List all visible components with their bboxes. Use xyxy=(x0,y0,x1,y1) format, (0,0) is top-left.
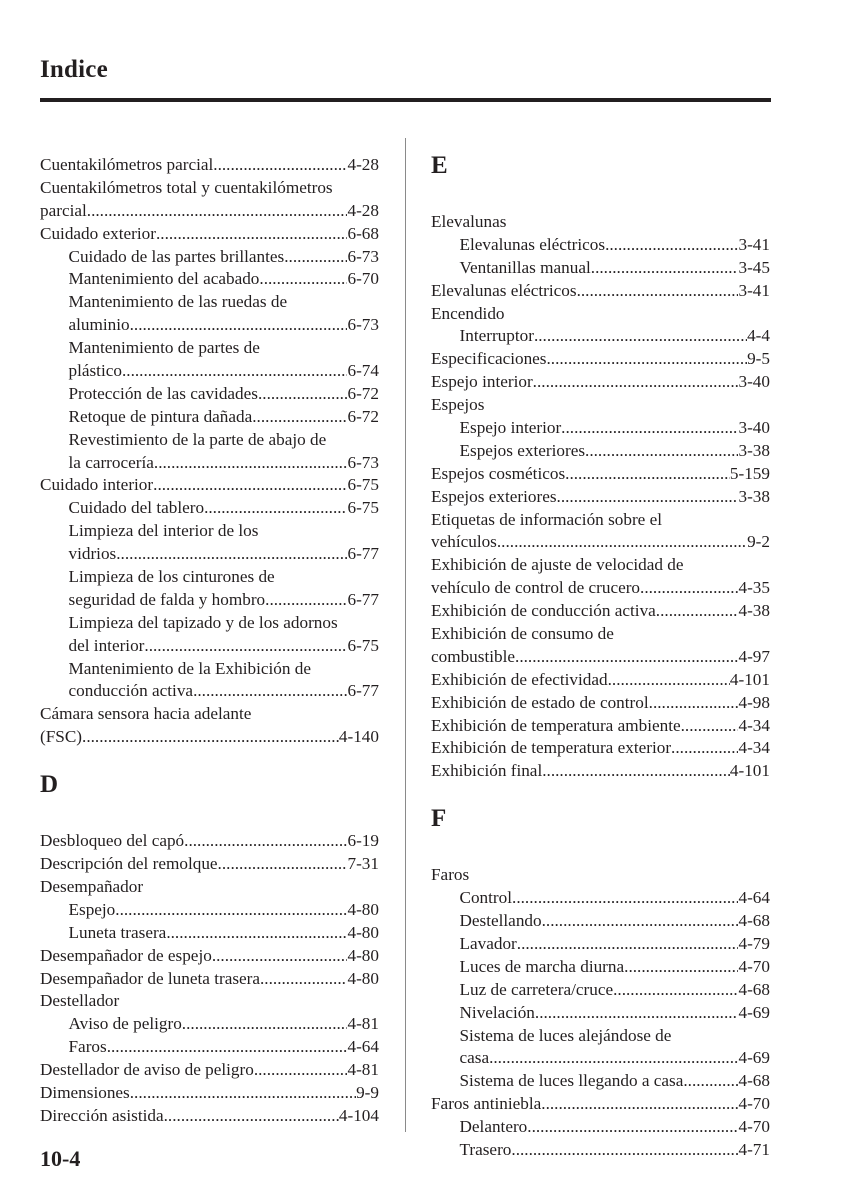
index-entry-text xyxy=(40,566,379,589)
section-gap xyxy=(431,783,770,807)
dot-leader xyxy=(258,383,348,406)
entry-label: Sistema de luces alejándose de xyxy=(459,1025,672,1045)
dot-leader xyxy=(534,325,747,348)
entry-label: Elevalunas eléctricos xyxy=(459,234,606,254)
entry-label: Luz de carretera/cruce xyxy=(459,979,614,999)
index-entry xyxy=(40,1013,379,1036)
entry-label: Exhibición final xyxy=(431,761,543,781)
entry-label: Exhibición de estado de control xyxy=(431,692,649,712)
dot-leader xyxy=(561,417,738,440)
page-number: 10-4 xyxy=(40,1146,81,1171)
index-entry-text xyxy=(431,509,770,532)
index-entry-text xyxy=(431,1025,770,1048)
dot-leader xyxy=(260,968,347,991)
entry-label: Espejos cosméticos xyxy=(431,463,566,483)
entry-page-ref: 4-69 xyxy=(738,1048,770,1068)
dot-leader xyxy=(565,463,730,486)
entry-label: Cámara sensora hacia adelante xyxy=(40,704,252,724)
index-entry xyxy=(40,452,379,475)
index-entry xyxy=(431,600,770,623)
entry-label: Elevalunas eléctricos xyxy=(431,280,577,300)
entry-page-ref: 6-72 xyxy=(347,406,379,426)
index-entry-text xyxy=(40,291,379,314)
index-entry xyxy=(431,979,770,1002)
index-entry xyxy=(431,669,770,692)
entry-page-ref: 6-72 xyxy=(347,383,379,403)
dot-leader xyxy=(527,1116,738,1139)
entry-label: Trasero xyxy=(459,1139,512,1159)
entry-label: Nivelación xyxy=(459,1002,535,1022)
entry-label: Revestimiento de la parte de abajo de xyxy=(68,429,327,449)
entry-label: Espejos exteriores xyxy=(459,440,586,460)
dot-leader xyxy=(649,692,739,715)
entry-label: Mantenimiento de partes de xyxy=(68,338,260,358)
dot-leader xyxy=(116,543,347,566)
dot-leader xyxy=(541,1093,738,1116)
index-entry xyxy=(40,922,379,945)
dot-leader xyxy=(213,154,347,177)
index-entry-text xyxy=(431,864,770,887)
index-entry xyxy=(431,280,770,303)
entry-label: Sistema de luces llegando a casa xyxy=(459,1071,684,1091)
index-entry-text xyxy=(40,520,379,543)
entry-label: Etiquetas de información sobre el xyxy=(431,509,662,529)
dot-leader xyxy=(585,440,738,463)
entry-label: Exhibición de ajuste de velocidad de xyxy=(431,555,684,575)
entry-label: Espejo interior xyxy=(431,372,533,392)
index-entry xyxy=(431,737,770,760)
entry-page-ref: 4-80 xyxy=(347,922,379,942)
entry-label: Exhibición de temperatura ambiente xyxy=(431,715,681,735)
index-entry xyxy=(40,543,379,566)
index-entry-text xyxy=(40,429,379,452)
dot-leader xyxy=(605,234,738,257)
dot-leader xyxy=(259,268,347,291)
title-rule xyxy=(40,98,771,102)
index-entry xyxy=(431,531,770,554)
dot-leader xyxy=(204,497,347,520)
index-entry xyxy=(40,1036,379,1059)
page-title: Indice xyxy=(40,56,108,83)
index-entry xyxy=(40,1105,379,1128)
entry-page-ref: 9-5 xyxy=(747,349,770,369)
index-entry xyxy=(431,1002,770,1025)
dot-leader xyxy=(212,945,348,968)
index-entry xyxy=(40,680,379,703)
index-entry xyxy=(40,314,379,337)
entry-label: Espejo xyxy=(68,899,116,919)
entry-label: Faros antiniebla xyxy=(431,1094,542,1114)
entry-label: Lavador xyxy=(459,933,517,953)
entry-label: la carrocería xyxy=(68,452,154,472)
dot-leader xyxy=(535,1002,739,1025)
index-entry xyxy=(40,383,379,406)
entry-page-ref: 4-140 xyxy=(338,727,379,747)
entry-page-ref: 3-41 xyxy=(738,280,770,300)
index-entry xyxy=(431,257,770,280)
index-entry xyxy=(431,325,770,348)
entry-label: Ventanillas manual xyxy=(459,257,591,277)
entry-label: Cuentakilómetros total y cuentakilómetros xyxy=(40,177,333,197)
entry-label: vehículo de control de crucero xyxy=(431,578,641,598)
index-entry-text xyxy=(431,303,770,326)
entry-label: Limpieza de los cinturones de xyxy=(68,567,275,587)
dot-leader xyxy=(166,922,347,945)
index-entry xyxy=(40,154,379,177)
section-letter: D xyxy=(40,771,59,799)
entry-page-ref: 9-2 xyxy=(747,532,770,552)
entry-label: Destellando xyxy=(459,911,542,931)
dot-leader xyxy=(608,669,730,692)
index-entry xyxy=(431,1047,770,1070)
index-entry xyxy=(431,463,770,486)
index-entry xyxy=(431,486,770,509)
dot-leader xyxy=(218,853,348,876)
entry-page-ref: 4-98 xyxy=(738,692,770,712)
index-entry xyxy=(431,760,770,783)
index-entry xyxy=(431,234,770,257)
entry-label: Interruptor xyxy=(459,326,534,346)
index-entry xyxy=(40,268,379,291)
index-entry xyxy=(40,635,379,658)
dot-leader xyxy=(122,360,348,383)
entry-label: Cuidado de las partes brillantes xyxy=(68,246,285,266)
dot-leader xyxy=(542,760,730,783)
entry-label: Destellador de aviso de peligro xyxy=(40,1060,254,1080)
dot-leader xyxy=(144,635,347,658)
entry-label: Limpieza del tapizado y de los adornos xyxy=(68,612,338,632)
entry-page-ref: 4-71 xyxy=(738,1139,770,1159)
entry-page-ref: 3-38 xyxy=(738,486,770,506)
entry-label: Descripción del remolque xyxy=(40,854,218,874)
dot-leader xyxy=(164,1105,339,1128)
index-entry-text xyxy=(431,211,770,234)
index-entry xyxy=(40,589,379,612)
entry-label: Desbloqueo del capó xyxy=(40,831,185,851)
entry-label: vidrios xyxy=(68,544,117,564)
index-entry-text xyxy=(40,658,379,681)
dot-leader xyxy=(640,577,738,600)
dot-leader xyxy=(613,979,738,1002)
index-entry-text xyxy=(40,177,379,200)
entry-page-ref: 3-41 xyxy=(738,234,770,254)
entry-label: (FSC) xyxy=(40,727,83,747)
dot-leader xyxy=(591,257,739,280)
entry-page-ref: 6-77 xyxy=(347,589,379,609)
entry-label: Mantenimiento de la Exhibición de xyxy=(68,658,311,678)
entry-page-ref: 4-68 xyxy=(738,911,770,931)
index-entry xyxy=(40,406,379,429)
entry-label: Cuidado del tablero xyxy=(68,498,205,518)
index-entry xyxy=(431,956,770,979)
entry-label: Elevalunas xyxy=(431,212,507,231)
dot-leader xyxy=(542,910,739,933)
entry-label: Exhibición de temperatura exterior xyxy=(431,738,672,758)
entry-label: Exhibición de consumo de xyxy=(431,624,614,644)
section-letter: F xyxy=(431,805,447,833)
entry-label: Aviso de peligro xyxy=(68,1014,182,1034)
index-entry xyxy=(40,497,379,520)
dot-leader xyxy=(184,830,347,853)
index-entry xyxy=(431,933,770,956)
index-entry xyxy=(40,726,379,749)
dot-leader xyxy=(557,486,739,509)
entry-label: aluminio xyxy=(68,315,130,335)
entry-page-ref: 4-64 xyxy=(347,1037,379,1057)
entry-label: Dimensiones xyxy=(40,1082,130,1102)
entry-label: plástico xyxy=(68,361,122,381)
entry-page-ref: 4-28 xyxy=(347,200,379,220)
index-column-left xyxy=(40,154,379,1128)
dot-leader xyxy=(107,1036,348,1059)
entry-label: Espejos exteriores xyxy=(431,486,557,506)
entry-page-ref: 9-9 xyxy=(356,1082,379,1102)
index-entry xyxy=(431,1116,770,1139)
entry-label: casa xyxy=(459,1048,490,1068)
entry-page-ref: 6-75 xyxy=(347,635,379,655)
entry-page-ref: 4-69 xyxy=(738,1002,770,1022)
index-entry xyxy=(40,360,379,383)
entry-page-ref: 4-68 xyxy=(738,979,770,999)
dot-leader xyxy=(681,715,739,738)
dot-leader xyxy=(515,646,738,669)
entry-page-ref: 4-80 xyxy=(347,945,379,965)
index-entry-text xyxy=(431,554,770,577)
entry-label: vehículos xyxy=(431,532,497,552)
index-entry xyxy=(431,440,770,463)
entry-label: Desempañador de espejo xyxy=(40,945,212,965)
index-entry xyxy=(40,945,379,968)
dot-leader xyxy=(265,589,347,612)
entry-page-ref: 4-80 xyxy=(347,968,379,988)
index-entry xyxy=(431,1070,770,1093)
entry-label: Espejo interior xyxy=(459,418,562,438)
index-entry xyxy=(431,715,770,738)
entry-label: Retoque de pintura dañada xyxy=(68,406,253,426)
dot-leader xyxy=(577,280,739,303)
dot-leader xyxy=(497,531,747,554)
entry-label: Destellador xyxy=(40,991,120,1011)
entry-label: Faros xyxy=(68,1037,107,1057)
dot-leader xyxy=(546,348,747,371)
index-entry xyxy=(431,577,770,600)
index-entry-text xyxy=(40,337,379,360)
entry-page-ref: 6-75 xyxy=(347,475,379,495)
entry-page-ref: 3-45 xyxy=(738,257,770,277)
entry-page-ref: 4-34 xyxy=(738,738,770,758)
dot-leader xyxy=(182,1013,348,1036)
index-entry xyxy=(40,200,379,223)
entry-page-ref: 4-80 xyxy=(347,899,379,919)
entry-label: combustible xyxy=(431,646,516,666)
index-entry xyxy=(40,968,379,991)
entry-label: seguridad de falda y hombro xyxy=(68,589,266,609)
entry-label: Encendido xyxy=(431,303,505,323)
entry-page-ref: 4-35 xyxy=(738,578,770,598)
section-letter: E xyxy=(431,152,448,179)
entry-label: Espejos xyxy=(431,395,485,415)
index-entry xyxy=(431,1139,770,1162)
entry-label: Mantenimiento del acabado xyxy=(68,269,260,289)
dot-leader xyxy=(153,474,347,497)
index-entry xyxy=(431,1093,770,1116)
index-entry-text xyxy=(40,703,379,726)
entry-label: Cuidado exterior xyxy=(40,223,156,243)
index-entry-text xyxy=(40,876,379,899)
entry-page-ref: 4-81 xyxy=(347,1014,379,1034)
index-entry xyxy=(40,899,379,922)
dot-leader xyxy=(517,933,739,956)
entry-label: Exhibición de efectividad xyxy=(431,669,608,689)
entry-page-ref: 3-38 xyxy=(738,440,770,460)
dot-leader xyxy=(512,887,738,910)
dot-leader xyxy=(671,737,738,760)
entry-page-ref: 6-68 xyxy=(347,223,379,243)
dot-leader xyxy=(115,899,347,922)
entry-page-ref: 4-101 xyxy=(729,669,770,689)
entry-page-ref: 4-81 xyxy=(347,1060,379,1080)
index-entry xyxy=(40,246,379,269)
entry-label: Exhibición de conducción activa xyxy=(431,601,656,621)
index-entry xyxy=(40,853,379,876)
entry-label: parcial xyxy=(40,200,87,220)
entry-page-ref: 6-77 xyxy=(347,544,379,564)
entry-page-ref: 4-101 xyxy=(729,761,770,781)
entry-page-ref: 4-70 xyxy=(738,1094,770,1114)
entry-page-ref: 3-40 xyxy=(738,418,770,438)
entry-label: Desempañador de luneta trasera xyxy=(40,968,260,988)
index-entry xyxy=(431,910,770,933)
index-entry xyxy=(40,1059,379,1082)
index-entry-text xyxy=(431,394,770,417)
entry-label: Cuidado interior xyxy=(40,475,154,495)
entry-page-ref: 4-38 xyxy=(738,601,770,621)
index-entry-text xyxy=(431,623,770,646)
entry-label: Delantero xyxy=(459,1117,528,1137)
entry-label: Mantenimiento de las ruedas de xyxy=(68,292,288,312)
dot-leader xyxy=(656,600,739,623)
entry-label: conducción activa xyxy=(68,681,194,701)
entry-page-ref: 6-73 xyxy=(347,246,379,266)
dot-leader xyxy=(156,223,348,246)
entry-page-ref: 4-4 xyxy=(747,326,770,346)
index-entry xyxy=(431,417,770,440)
entry-page-ref: 6-73 xyxy=(347,452,379,472)
entry-label: Limpieza del interior de los xyxy=(68,521,259,541)
entry-label: Luces de marcha diurna xyxy=(459,956,625,976)
dot-leader xyxy=(82,726,339,749)
section-gap xyxy=(40,749,379,773)
dot-leader xyxy=(489,1047,738,1070)
entry-page-ref: 4-70 xyxy=(738,956,770,976)
index-entry xyxy=(40,830,379,853)
entry-page-ref: 4-28 xyxy=(347,155,379,174)
dot-leader xyxy=(284,246,347,269)
dot-leader xyxy=(254,1059,348,1082)
entry-page-ref: 6-73 xyxy=(347,315,379,335)
entry-page-ref: 4-34 xyxy=(738,715,770,735)
entry-page-ref: 4-64 xyxy=(738,888,770,908)
dot-leader xyxy=(130,1082,356,1105)
entry-page-ref: 7-31 xyxy=(347,854,379,874)
index-entry xyxy=(40,474,379,497)
index-column-right xyxy=(431,154,770,1162)
entry-page-ref: 6-75 xyxy=(347,498,379,518)
dot-leader xyxy=(683,1070,738,1093)
entry-page-ref: 6-70 xyxy=(347,269,379,289)
entry-page-ref: 4-104 xyxy=(338,1105,379,1125)
entry-page-ref: 4-97 xyxy=(738,646,770,666)
entry-label: Desempañador xyxy=(40,876,144,896)
entry-label: Faros xyxy=(431,865,470,885)
dot-leader xyxy=(252,406,347,429)
entry-label: Especificaciones xyxy=(431,349,547,369)
index-entry xyxy=(431,887,770,910)
dot-leader xyxy=(533,371,739,394)
dot-leader xyxy=(511,1139,738,1162)
entry-page-ref: 4-79 xyxy=(738,933,770,953)
dot-leader xyxy=(624,956,738,979)
entry-page-ref: 6-77 xyxy=(347,681,379,701)
index-entry xyxy=(431,692,770,715)
entry-label: Dirección asistida xyxy=(40,1105,164,1125)
entry-page-ref: 6-19 xyxy=(347,831,379,851)
index-entry xyxy=(431,646,770,669)
index-entry-text xyxy=(40,612,379,635)
entry-page-ref: 6-74 xyxy=(347,361,379,381)
entry-page-ref: 4-68 xyxy=(738,1071,770,1091)
index-entry xyxy=(40,223,379,246)
dot-leader xyxy=(154,452,348,475)
index-entry-text xyxy=(40,990,379,1013)
dot-leader xyxy=(130,314,348,337)
entry-label: Luneta trasera xyxy=(68,922,167,942)
dot-leader xyxy=(87,200,348,223)
entry-label: Control xyxy=(459,888,513,908)
index-entry xyxy=(431,371,770,394)
column-divider xyxy=(405,138,406,1132)
entry-label: Protección de las cavidades xyxy=(68,383,258,403)
entry-page-ref: 5-159 xyxy=(729,463,770,483)
index-entry xyxy=(40,1082,379,1105)
entry-label: del interior xyxy=(68,635,145,655)
entry-label: Cuentakilómetros parcial xyxy=(40,155,214,174)
entry-page-ref: 3-40 xyxy=(738,372,770,392)
entry-page-ref: 4-70 xyxy=(738,1117,770,1137)
index-entry xyxy=(431,348,770,371)
dot-leader xyxy=(193,680,347,703)
